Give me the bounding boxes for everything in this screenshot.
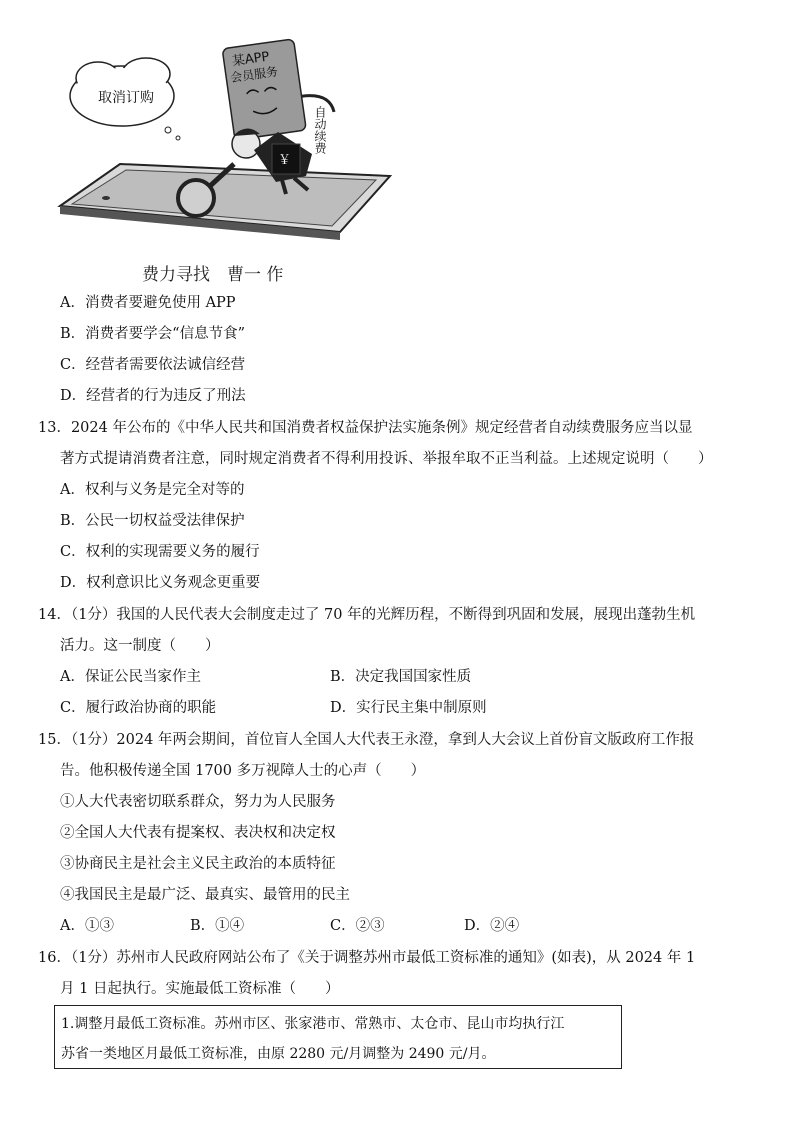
q13-option-d: D．权利意识比义务观念更重要 xyxy=(60,575,261,591)
panel-line-2: 会员服务 xyxy=(229,64,279,85)
q14-stem-line1: 14．（1分）我国的人民代表大会制度走过了 70 年的光辉历程，不断得到巩固和发展，展现出蓬勃生机 xyxy=(38,607,696,623)
q12-option-a: A．消费者要避免使用 APP xyxy=(60,295,236,311)
q15-option-d: D．②④ xyxy=(464,918,520,934)
cartoon-caption: 费力寻找 曹一 作 xyxy=(142,265,284,285)
q14-stem-line2: 活力。这一制度（ ） xyxy=(60,638,220,654)
q15-option-c: C．②③ xyxy=(330,918,385,934)
q15-statement-2: ②全国人大代表有提案权、表决权和决定权 xyxy=(60,825,336,841)
q12-option-c: C．经营者需要依法诚信经营 xyxy=(60,357,246,373)
speech-bubble-text: 取消订购 xyxy=(98,90,154,106)
q13-option-c: C．权利的实现需要义务的履行 xyxy=(60,544,260,560)
q13-option-b: B．公民一切权益受法律保护 xyxy=(60,513,245,529)
q15-option-b: B．①④ xyxy=(190,918,245,934)
q16-table-line1: 1.调整月最低工资标准。苏州市区、张家港市、常熟市、太仓市、昆山市均执行江 xyxy=(61,1016,565,1032)
q14-option-b: B．决定我国国家性质 xyxy=(330,669,472,685)
q14-option-c: C．履行政治协商的职能 xyxy=(60,700,217,716)
q13-stem-line2: 著方式提请消费者注意，同时规定消费者不得利用投诉、举报牟取不正当利益。上述规定说明（ ） xyxy=(60,451,713,467)
q15-option-a: A．①③ xyxy=(60,918,114,934)
q13-stem-line1: 13．2024 年公布的《中华人民共和国消费者权益保护法实施条例》规定经营者自动续费服务应当以显 xyxy=(38,420,693,436)
q12-option-b: B．消费者要学会“信息节食” xyxy=(60,326,245,342)
q16-stem-line1: 16．（1分）苏州市人民政府网站公布了《关于调整苏州市最低工资标准的通知》(如表)，从 2024 年 1 xyxy=(38,950,696,966)
speech-bubble xyxy=(70,58,180,140)
q16-table-box xyxy=(54,1005,622,1069)
q16-stem-line2: 月 1 日起执行。实施最低工资标准（ ） xyxy=(60,981,340,997)
q14-option-a: A．保证公民当家作主 xyxy=(60,669,201,685)
cartoon-illustration xyxy=(50,28,410,290)
q15-stem-line1: 15．（1分）2024 年两会期间，首位盲人全国人大代表王永澄，拿到人大会议上首份盲文版政府工作报 xyxy=(38,732,695,748)
q15-statement-4: ④我国民主是最广泛、最真实、最管用的民主 xyxy=(60,887,350,903)
q13-option-a: A．权利与义务是完全对等的 xyxy=(60,482,245,498)
q12-option-d: D．经营者的行为违反了刑法 xyxy=(60,388,246,404)
q15-statement-1: ①人大代表密切联系群众，努力为人民服务 xyxy=(60,794,336,810)
q15-statement-3: ③协商民主是社会主义民主政治的本质特征 xyxy=(60,856,336,872)
panel-line-1: 某APP xyxy=(231,49,271,70)
q14-option-d: D．实行民主集中制原则 xyxy=(330,700,487,716)
q15-stem-line2: 告。他积极传递全国 1700 多万视障人士的心声（ ） xyxy=(60,763,426,779)
side-label: 自动续费 xyxy=(313,106,327,154)
coin-symbol: ￥ xyxy=(278,153,292,168)
q16-table-line2: 苏省一类地区月最低工资标准，由原 2280 元/月调整为 2490 元/月。 xyxy=(61,1046,496,1062)
